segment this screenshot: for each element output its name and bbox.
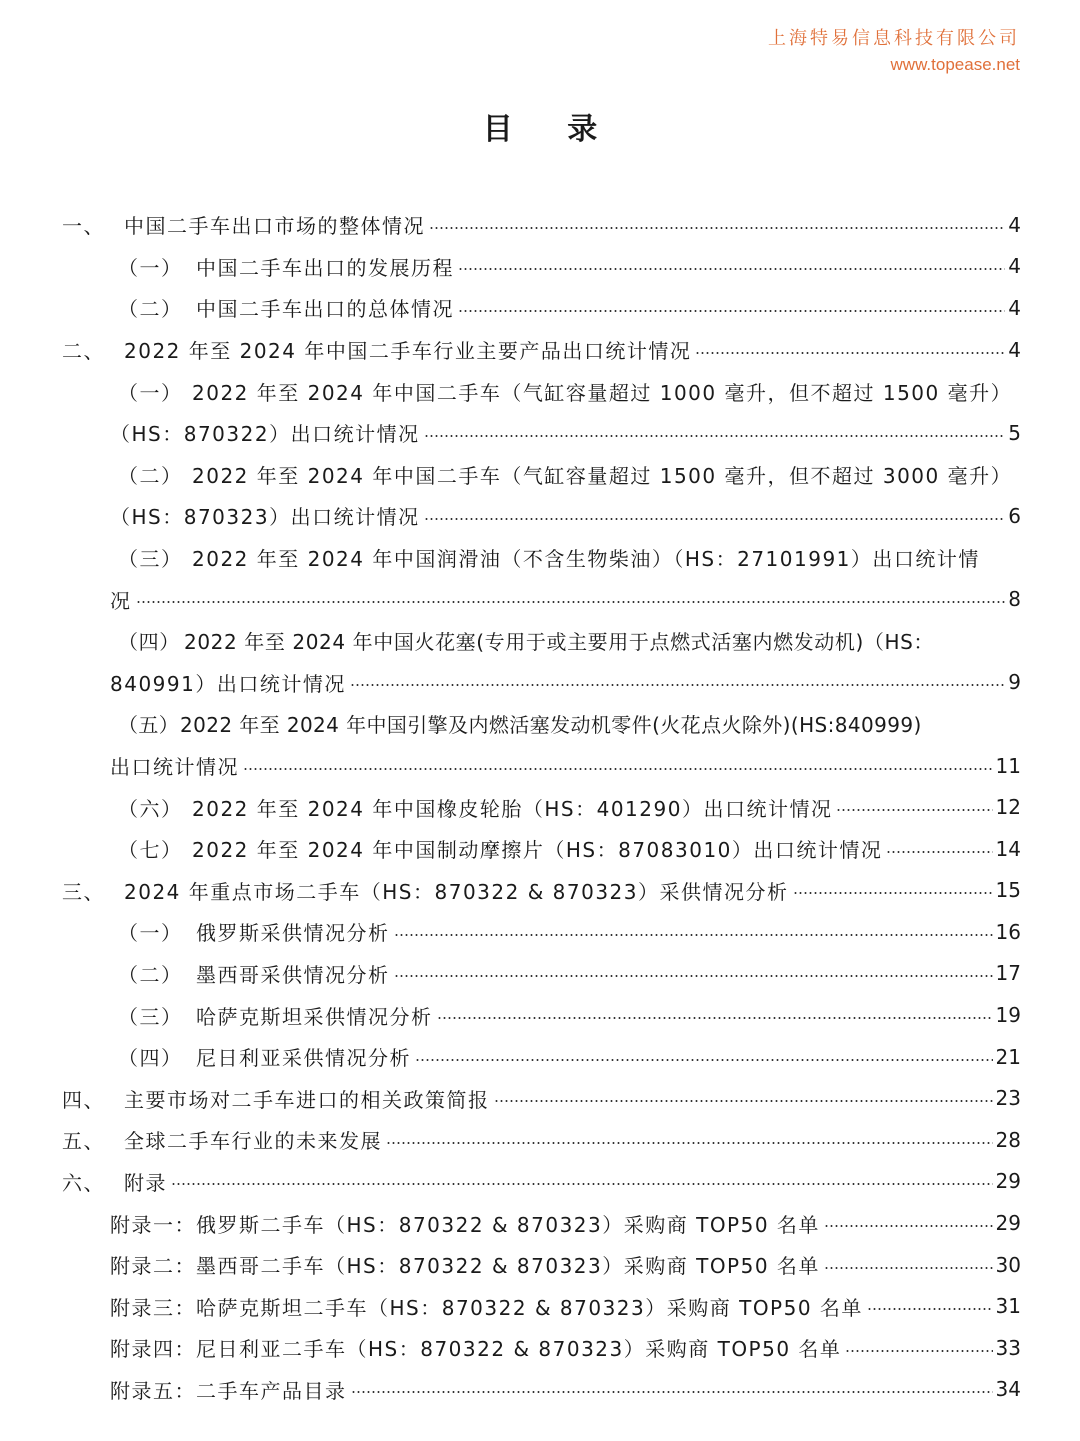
toc-page: 23	[995, 1086, 1021, 1111]
toc-entry-continuation[interactable]	[0, 745, 1080, 787]
toc-number: （六）	[118, 796, 183, 821]
dot-leader	[458, 310, 1005, 312]
toc-page: 14	[995, 836, 1021, 861]
dot-leader	[458, 268, 1005, 270]
toc-page: 19	[995, 1003, 1021, 1028]
toc-page: 8	[1008, 587, 1021, 612]
toc-entry[interactable]	[0, 828, 1080, 870]
toc-title: 附录二：墨西哥二手车（HS：870322 & 870323）采购商 TOP50 名单	[110, 1254, 820, 1279]
toc-number: （一）	[118, 255, 183, 280]
dot-leader	[386, 1142, 993, 1144]
toc-entry-continuation[interactable]	[0, 662, 1080, 704]
toc-title: 尼日利亚采供情况分析	[196, 1046, 411, 1071]
dot-leader	[424, 435, 1006, 437]
toc-entry[interactable]	[0, 287, 1080, 329]
toc-entry[interactable]	[0, 454, 1080, 496]
toc-title: 中国二手车出口市场的整体情况	[124, 214, 425, 239]
toc-entry[interactable]	[0, 370, 1080, 412]
toc-entry-continuation[interactable]	[0, 412, 1080, 454]
toc-title: 2024 年重点市场二手车（HS：870322 & 870323）采供情况分析	[124, 879, 789, 904]
toc-title: 墨西哥采供情况分析	[196, 962, 390, 987]
toc-entry-continuation[interactable]	[0, 578, 1080, 620]
dot-leader	[845, 1350, 992, 1352]
dot-leader	[243, 768, 993, 770]
dot-leader	[824, 1267, 993, 1269]
toc-page: 31	[995, 1294, 1021, 1319]
toc-number: （三）	[118, 547, 183, 572]
toc-entry[interactable]	[0, 1161, 1080, 1203]
toc-title: （HS：870323）出口统计情况	[110, 505, 420, 530]
dot-leader	[429, 227, 1005, 229]
dot-leader	[886, 851, 992, 853]
company-url: www.topease.net	[890, 55, 1020, 74]
toc-number: （二）	[118, 962, 183, 987]
toc-entry[interactable]	[0, 786, 1080, 828]
toc-title: 2022 年至 2024 年中国火花塞(专用于或主要用于点燃式活塞内燃发动机)（HS：	[184, 630, 935, 655]
dot-leader	[824, 1225, 993, 1227]
toc-title: 哈萨克斯坦采供情况分析	[196, 1004, 433, 1029]
toc-number: （四）	[118, 1046, 183, 1071]
toc-page: 21	[995, 1044, 1021, 1069]
toc-entry[interactable]	[0, 911, 1080, 953]
dot-leader	[136, 601, 1006, 603]
toc-number: （二）	[118, 297, 183, 322]
toc-entry[interactable]	[0, 329, 1080, 371]
toc-entry[interactable]	[0, 953, 1080, 995]
dot-leader	[394, 934, 993, 936]
toc-title: （HS：870322）出口统计情况	[110, 422, 420, 447]
toc-title: 主要市场对二手车进口的相关政策简报	[124, 1087, 490, 1112]
toc-number: （四）	[118, 630, 180, 655]
toc-title: 2022 年至 2024 年中国橡皮轮胎（HS：401290）出口统计情况	[192, 796, 833, 821]
toc-title: 840991）出口统计情况	[110, 671, 346, 696]
company-name: 上海特易信息科技有限公司	[768, 28, 1020, 49]
toc-entry[interactable]	[0, 994, 1080, 1036]
dot-leader	[394, 975, 993, 977]
toc-page: 6	[1008, 503, 1021, 528]
toc-page: 30	[995, 1252, 1021, 1277]
toc-entry[interactable]	[0, 870, 1080, 912]
toc-number: 五、	[62, 1129, 105, 1154]
toc-page: 29	[995, 1169, 1021, 1194]
toc-number: （一）	[118, 921, 183, 946]
toc-number: 三、	[62, 879, 105, 904]
dot-leader	[415, 1059, 993, 1061]
toc-entry[interactable]	[0, 1036, 1080, 1078]
toc-page: 15	[995, 878, 1021, 903]
toc-title: 附录五：二手车产品目录	[110, 1378, 347, 1403]
toc-title: 况	[110, 588, 132, 613]
toc-page: 29	[995, 1211, 1021, 1236]
toc-title: 中国二手车出口的总体情况	[196, 297, 454, 322]
toc-entry-appendix[interactable]	[0, 1285, 1080, 1327]
toc-page: 4	[1008, 212, 1021, 237]
toc-title: 2022 年至 2024 年中国制动摩擦片（HS：87083010）出口统计情况	[192, 838, 883, 863]
dot-leader	[424, 518, 1006, 520]
toc-number: （七）	[118, 838, 183, 863]
toc-number: 二、	[62, 339, 105, 364]
toc-page: 28	[995, 1127, 1021, 1152]
toc-page: 12	[995, 795, 1021, 820]
toc-title: 附录一：俄罗斯二手车（HS：870322 & 870323）采购商 TOP50 名单	[110, 1212, 820, 1237]
toc-title: 2022 年至 2024 年中国引擎及内燃活塞发动机零件(火花点火除外)(HS:840999)	[180, 713, 922, 738]
toc-entry[interactable]	[0, 703, 1080, 745]
toc-page: 17	[995, 961, 1021, 986]
toc-title: 俄罗斯采供情况分析	[196, 921, 390, 946]
toc-title: 2022 年至 2024 年中国润滑油（不含生物柴油）（HS：27101991）出口统计情	[192, 547, 980, 572]
dot-leader	[793, 892, 993, 894]
toc-title: 出口统计情况	[110, 755, 239, 780]
table-of-contents	[0, 204, 1080, 1410]
toc-page: 5	[1008, 420, 1021, 445]
toc-entry[interactable]	[0, 204, 1080, 246]
toc-page: 34	[995, 1377, 1021, 1402]
toc-page: 4	[1008, 337, 1021, 362]
toc-title: 附录三：哈萨克斯坦二手车（HS：870322 & 870323）采购商 TOP50 名单	[110, 1295, 863, 1320]
toc-number: 六、	[62, 1170, 105, 1195]
dot-leader	[867, 1308, 993, 1310]
page-title: 目 录	[482, 112, 620, 147]
toc-entry[interactable]	[0, 246, 1080, 288]
toc-title: 中国二手车出口的发展历程	[196, 255, 454, 280]
dot-leader	[171, 1183, 993, 1185]
toc-entry-appendix[interactable]	[0, 1244, 1080, 1286]
toc-title: 2022 年至 2024 年中国二手车行业主要产品出口统计情况	[124, 339, 692, 364]
toc-number: （二）	[118, 463, 183, 488]
toc-page: 9	[1008, 670, 1021, 695]
toc-number: （一）	[118, 380, 183, 405]
dot-leader	[350, 684, 1005, 686]
toc-entry[interactable]	[0, 537, 1080, 579]
toc-page: 33	[995, 1335, 1021, 1360]
toc-title: 2022 年至 2024 年中国二手车（气缸容量超过 1000 毫升，但不超过 1500 毫升）	[192, 380, 1013, 405]
toc-title: 附录	[124, 1170, 167, 1195]
toc-entry-appendix[interactable]	[0, 1369, 1080, 1411]
toc-title: 2022 年至 2024 年中国二手车（气缸容量超过 1500 毫升，但不超过 3000 毫升）	[192, 463, 1013, 488]
toc-entry[interactable]	[0, 1119, 1080, 1161]
toc-entry-continuation[interactable]	[0, 495, 1080, 537]
toc-page: 16	[995, 919, 1021, 944]
toc-entry[interactable]	[0, 620, 1080, 662]
toc-title: 附录四：尼日利亚二手车（HS：870322 & 870323）采购商 TOP50 名单	[110, 1337, 842, 1362]
toc-entry-appendix[interactable]	[0, 1202, 1080, 1244]
toc-number: 一、	[62, 214, 105, 239]
toc-entry-appendix[interactable]	[0, 1327, 1080, 1369]
toc-entry[interactable]	[0, 1077, 1080, 1119]
toc-page: 11	[995, 753, 1021, 778]
toc-number: （五）	[118, 713, 180, 738]
dot-leader	[351, 1391, 993, 1393]
page-header	[768, 26, 1020, 78]
toc-title: 全球二手车行业的未来发展	[124, 1129, 382, 1154]
toc-number: 四、	[62, 1087, 105, 1112]
toc-page: 4	[1008, 295, 1021, 320]
toc-page: 4	[1008, 254, 1021, 279]
dot-leader	[437, 1017, 993, 1019]
dot-leader	[836, 809, 992, 811]
toc-number: （三）	[118, 1004, 183, 1029]
dot-leader	[494, 1100, 993, 1102]
dot-leader	[695, 352, 1005, 354]
